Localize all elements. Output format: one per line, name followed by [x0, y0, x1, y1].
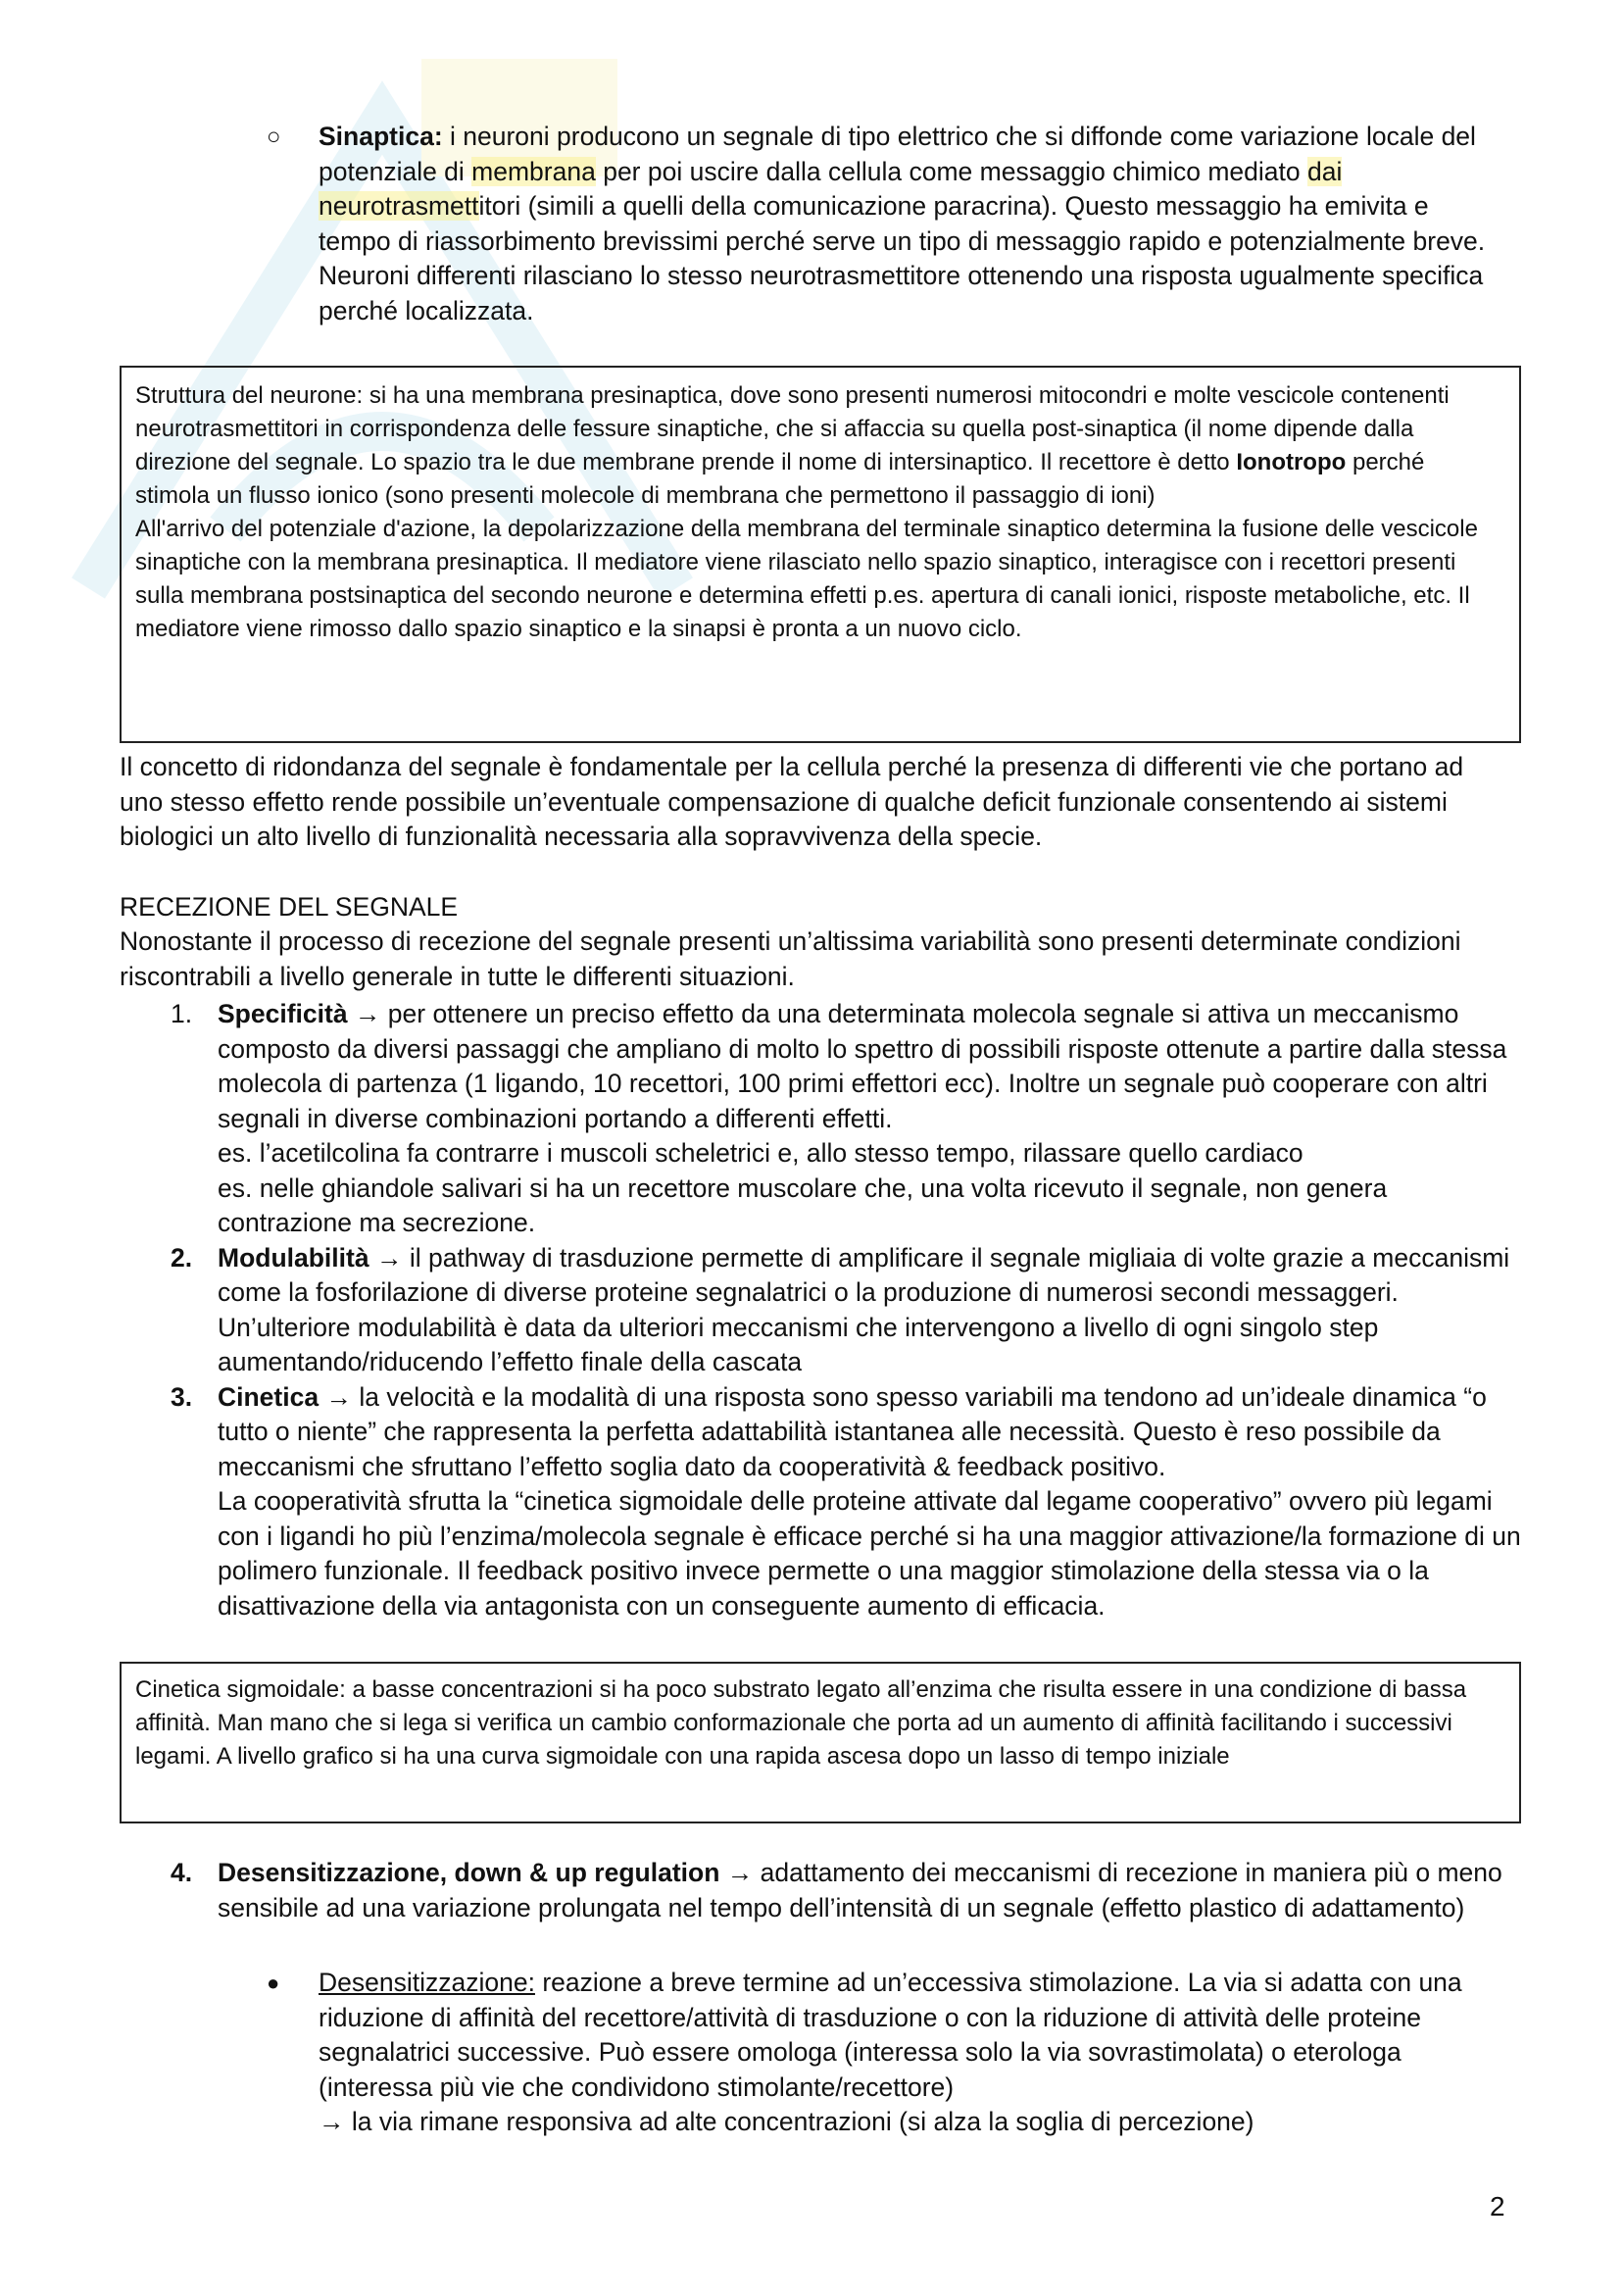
recezione-heading: RECEZIONE DEL SEGNALE	[120, 892, 459, 922]
ridondanza-paragraph: Il concetto di ridondanza del segnale è fondamentale per la cellula perché la presenza di differenti vie che portano ad uno stesso effetto rende possibile un’eventuale compensazione di qualche deficit funzionale consentendo ai sistemi biologici un alto livello di funzionalità necessaria alla sopravvivenza della specie.	[120, 752, 1464, 851]
sinaptica-term: Sinaptica:	[319, 122, 443, 151]
neurone-box-p1: Struttura del neurone: si ha una membrana presinaptica, dove sono presenti numerosi mitocondri e molte vescicole contenenti neurotrasmettitori in corrispondenza delle fessure sinaptiche, che si affaccia su quella post-sinaptica (il nome dipende dalla direzione del segnale. Lo spazio tra le due membrane prende il nome di intersinaptico. Il recettore è detto Ionotropo perché stimola un flusso ionico (sono presenti molecole di membrana che permettono il passaggio di ioni)	[135, 382, 1450, 509]
list-item-specificita: 1. Specificità → per ottenere un preciso effetto da una determinata molecola segnale si attiva un meccanismo composto da diversi passaggi che ampliano di molto lo spettro di possibili risposte ottenute a partire dalla stessa molecola di partenza (1 ligando, 10 recettori, 100 primi effettori ecc). Inoltre un segnale può cooperare con altri segnali in diverse combinazioni portando a differenti effetti. es. l’acetilcolina fa contrarre i muscoli scheletrici e, allo stesso tempo, rilassare quello cardiaco es. nelle ghiandole salivari si ha un recettore muscolare che, una volta ricevuto il segnale, non genera contrazione ma secrezione.	[171, 999, 1507, 1237]
neurone-box-p2: All'arrivo del potenziale d'azione, la depolarizzazione della membrana del terminale sinaptico determina la fusione delle vescicole sinaptiche con la membrana presinaptica. Il mediatore viene rilasciato nello spazio sinaptico, interagisce con i recettori presenti sulla membrana postsinaptica del secondo neurone e determina effetti p.es. apertura di canali ionici, risposte metaboliche, etc. Il mediatore viene rimosso dallo spazio sinaptico e la sinapsi è pronta a un nuovo ciclo.	[135, 516, 1478, 642]
sub-bullet-dot: ●	[267, 1971, 280, 1995]
bullet-circle: ○	[267, 124, 281, 150]
neurone-box	[120, 366, 1521, 743]
list-item-cinetica: 3. Cinetica → la velocità e la modalità di una risposta sono spesso variabili ma tendono ad un’ideale dinamica “o tutto o niente” che rappresenta la perfetta adattabilità istantanea alle necessità. Questo è reso possibile da meccanismi che sfruttano l’effetto soglia dato da cooperatività & feedback positivo. La cooperatività sfrutta la “cinetica sigmoidale delle proteine attivate dal legame cooperativo” ovvero più legami con i ligandi ho più l’enzima/molecola segnale è efficace perché si ha una maggior attivazione/la formazione di un polimero funzionale. Il feedback positivo invece permette o una maggior stimolazione della stessa via o la disattivazione della via antagonista con un conseguente aumento di efficacia.	[171, 1381, 1521, 1621]
page-number: 2	[1490, 2191, 1505, 2221]
list-item-modulabilita: 2. Modulabilità → il pathway di trasduzione permette di amplificare il segnale migliaia di volte grazie a meccanismi come la fosforilazione di diverse proteine segnalatrici o la produzione di numerosi secondi messaggeri. Un’ulteriore modulabilità è data da ulteriori meccanismi che intervengono a livello di ogni singolo step aumentando/riducendo l’effetto finale della cascata	[171, 1242, 1510, 1376]
list-item-desensitizzazione: 4. Desensitizzazione, down & up regulation → adattamento dei meccanismi di recezione in maniera più o meno sensibile ad una variazione prolungata nel tempo dell’intensità di un segnale (effetto plastico di adattamento)	[171, 1858, 1502, 1922]
ordered-list-continued	[120, 1856, 1521, 1925]
recezione-intro: Nonostante il processo di recezione del segnale presenti un’altissima variabilità sono presenti determinate condizioni riscontrabili a livello generale in tutte le differenti situazioni.	[120, 926, 1461, 991]
cinetica-box: Cinetica sigmoidale: a basse concentrazioni si ha poco substrato legato all’enzima che risulta essere in una condizione di bassa affinità. Man mano che si lega si verifica un cambio conformazionale che porta ad un aumento di affinità facilitando i successivi legami. A livello grafico si ha una curva sigmoidale con una rapida ascesa dopo un lasso di tempo iniziale	[120, 1662, 1521, 1823]
ordered-list	[120, 997, 1521, 1623]
desensitizzazione-subitem: Desensitizzazione: reazione a breve termine ad un’eccessiva stimolazione. La via si adatta con una riduzione di affinità del recettore/attività di trasduzione o con la riduzione di attività delle proteine segnalatrici successive. Può essere omologa (interessa solo la via sovrastimolata) o eterologa (interessa più vie che condividono stimolante/recettore) → la via rimane responsiva ad alte concentrazioni (si alza la soglia di percezione)	[319, 1968, 1462, 2136]
sinaptica-paragraph: Sinaptica: i neuroni producono un segnale di tipo elettrico che si diffonde come variazione locale del potenziale di membrana per poi uscire dalla cellula come messaggio chimico mediato dai neurotrasmettitori (simili a quelli della comunicazione paracrina). Questo messaggio ha emivita e tempo di riassorbimento brevissimi perché serve un tipo di messaggio rapido e potenzialmente breve. Neuroni differenti rilasciano lo stesso neurotrasmettitore ottenendo una risposta ugualmente specifica perché localizzata.	[319, 122, 1486, 325]
